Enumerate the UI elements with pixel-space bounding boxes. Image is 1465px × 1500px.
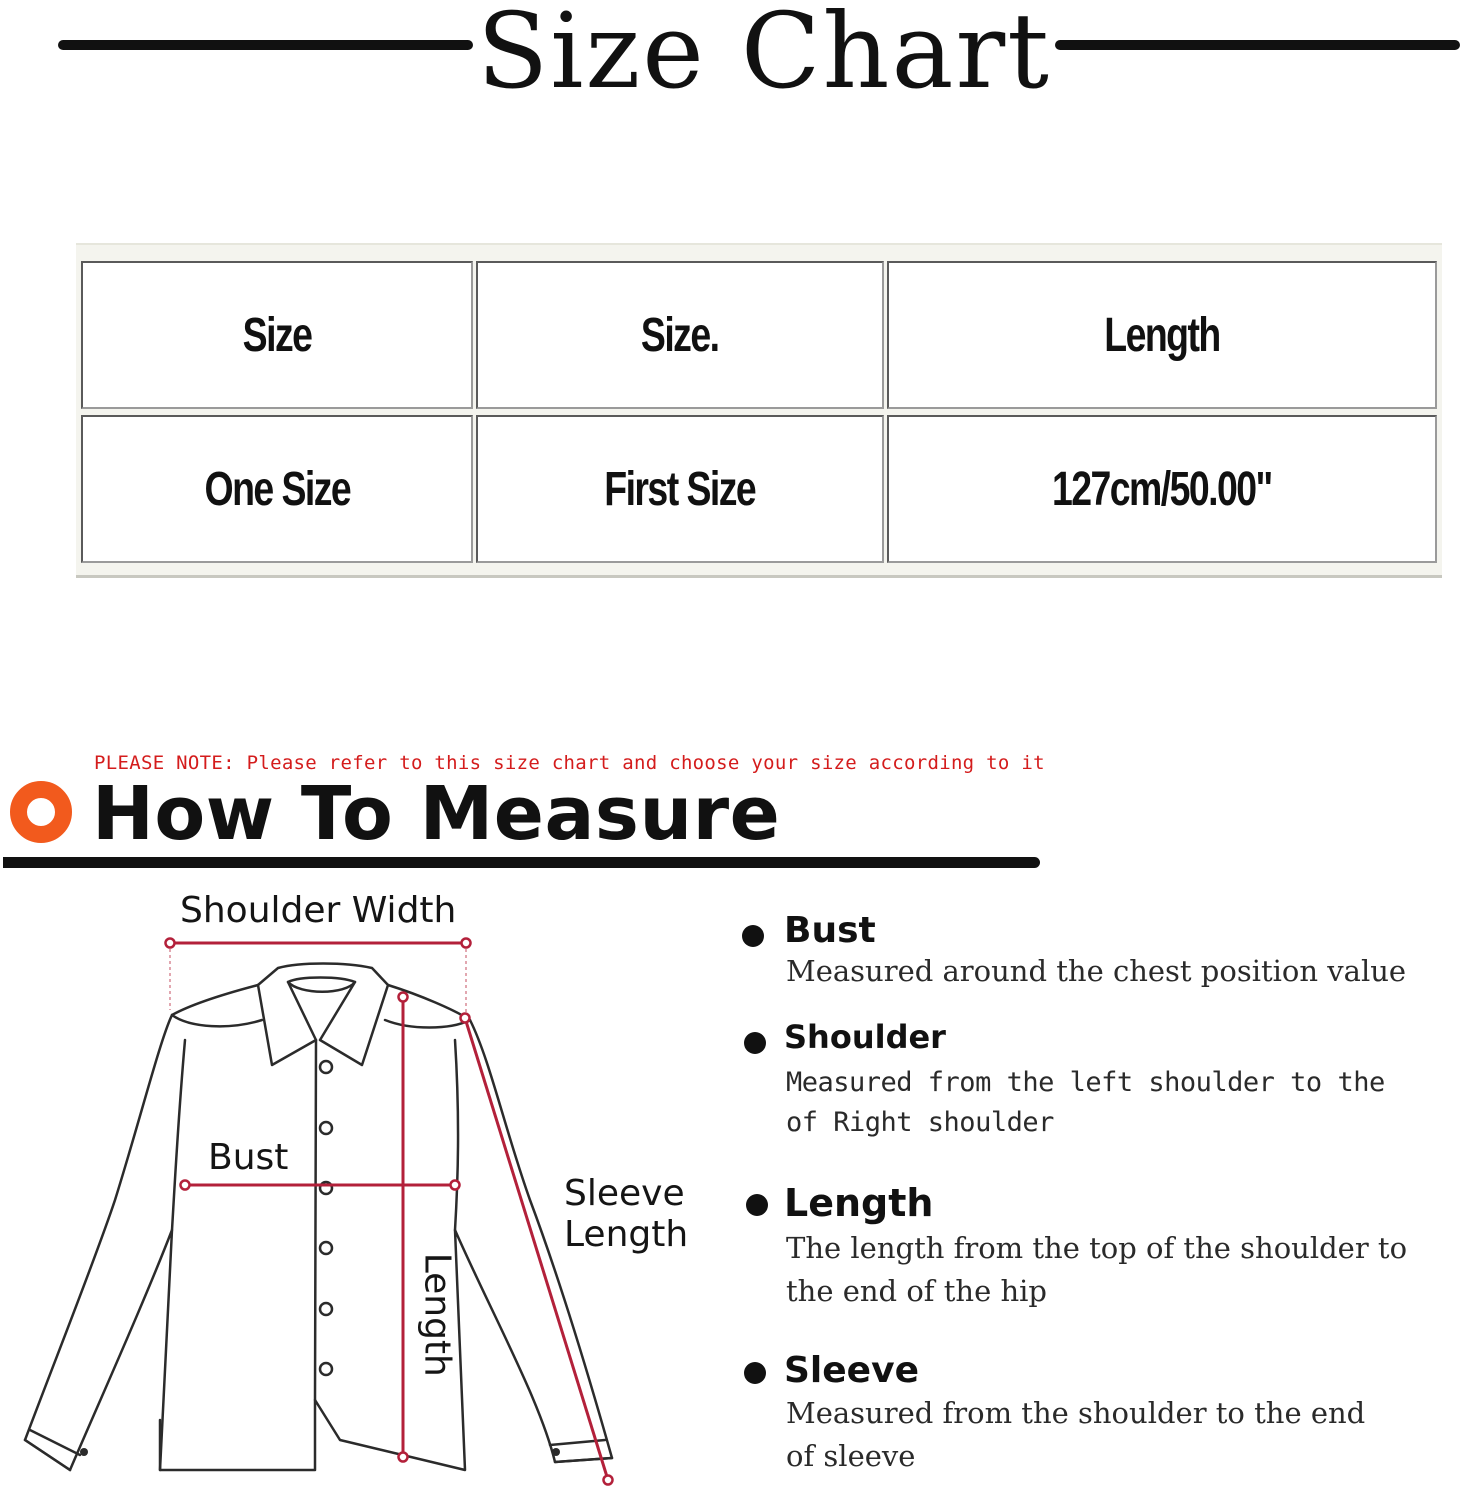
table-cell: First Size <box>476 415 884 563</box>
bullet-icon <box>742 925 764 947</box>
shoulder-heading: Shoulder <box>784 1018 946 1056</box>
bust-label: Bust <box>208 1137 289 1178</box>
section-rule <box>3 857 1040 868</box>
sleeve-text: Measured from the shoulder to the end of sleeve <box>786 1396 1366 1473</box>
table-cell: One Size <box>81 415 473 563</box>
sleeve-heading: Sleeve <box>784 1350 919 1391</box>
title-rule-left <box>58 40 473 50</box>
title-rule-right <box>1055 40 1460 50</box>
section-title: How To Measure <box>92 771 781 857</box>
shoulder-text: Measured from the left shoulder to the of Right shoulder <box>786 1067 1385 1138</box>
length-text: The length from the top of the shoulder to the end of the hip <box>786 1231 1408 1308</box>
page-title: Size Chart <box>477 0 1051 112</box>
table-header-cell: Size. <box>476 261 884 409</box>
bust-heading: Bust <box>784 910 876 951</box>
bullet-icon <box>744 1032 766 1054</box>
table-row <box>81 415 1437 563</box>
bullet-icon <box>744 1362 766 1384</box>
table-cell: 127cm/50.00" <box>887 415 1437 563</box>
size-table <box>78 255 1440 569</box>
sleeve-length-label: Sleeve Length <box>564 1173 689 1256</box>
length-label: Length <box>416 1252 458 1377</box>
table-header-cell: Size <box>81 261 473 409</box>
bust-text: Measured around the chest position value <box>786 954 1407 988</box>
shoulder-width-label: Shoulder Width <box>180 890 457 931</box>
size-table-frame <box>76 243 1442 578</box>
size-note: PLEASE NOTE: Please refer to this size chart and choose your size according to it <box>94 752 1045 774</box>
table-header-row <box>81 261 1437 409</box>
bullet-icon <box>746 1194 768 1216</box>
length-heading: Length <box>784 1181 934 1225</box>
ring-icon <box>10 781 72 843</box>
table-header-cell: Length <box>887 261 1437 409</box>
